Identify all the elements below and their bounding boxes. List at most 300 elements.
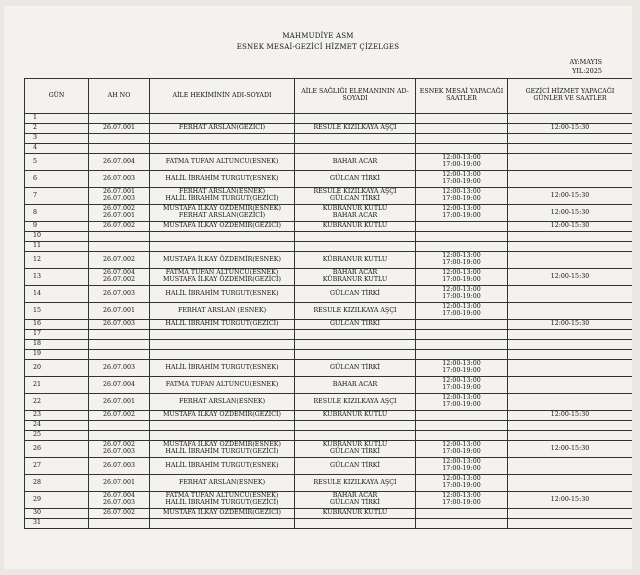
doctor-cell-line: MUSTAFA İLKAY ÖZDEMİR(GEZİCİ) <box>163 411 281 419</box>
table-row <box>25 431 633 441</box>
ah-no-cell <box>89 411 150 421</box>
staff-cell-line: GÜLCAN TİRKİ <box>329 174 380 182</box>
ah-no-cell <box>89 252 150 269</box>
flex-hours-cell <box>416 232 508 242</box>
flex-hours-cell <box>416 360 508 377</box>
table-row <box>25 320 633 330</box>
ah-no-cell <box>89 441 150 458</box>
staff-cell <box>295 154 416 171</box>
staff-cell <box>295 269 416 286</box>
staff-cell <box>295 124 416 134</box>
ah-no-cell-line: 26.07.002 <box>102 276 136 283</box>
doctor-cell <box>150 222 295 232</box>
ah-no-cell <box>89 269 150 286</box>
flex-hours-cell-line: 17:00-19:00 <box>442 161 481 168</box>
mobile-hours-cell <box>508 360 633 377</box>
ah-no-cell-line: 26.07.001 <box>102 306 136 314</box>
doctor-cell-line: MUSTAFA İLKAY ÖZDEMİR(GEZİCİ) <box>163 222 281 230</box>
flex-hours-cell-line: 17:00-19:00 <box>442 401 481 408</box>
staff-cell <box>295 252 416 269</box>
flex-hours-cell <box>416 519 508 529</box>
staff-cell <box>295 171 416 188</box>
staff-cell-line: KÜBRANUR KUTLU <box>322 411 388 419</box>
day-cell: 30 <box>25 509 89 519</box>
ah-no-cell <box>89 475 150 492</box>
ah-no-cell-line: 26.07.003 <box>102 499 136 506</box>
ah-no-cell <box>89 154 150 171</box>
doctor-cell <box>150 286 295 303</box>
flex-hours-cell-line: 12:00-13:00 <box>442 458 481 466</box>
day-cell: 14 <box>25 286 89 303</box>
doctor-cell-line: HALİL İBRAHİM TURGUT(ESNEK) <box>165 289 279 297</box>
flex-hours-cell-line: 17:00-19:00 <box>442 276 481 283</box>
doctor-cell-line: FERHAT ARSLAN(ESNEK) <box>178 397 266 405</box>
mobile-hours-cell <box>508 286 633 303</box>
flex-hours-cell-line: 12:00-13:00 <box>442 188 481 196</box>
flex-hours-cell <box>416 431 508 441</box>
doctor-cell <box>150 205 295 222</box>
ah-no-cell <box>89 242 150 252</box>
doctor-cell <box>150 134 295 144</box>
staff-cell <box>295 458 416 475</box>
staff-cell <box>295 330 416 340</box>
staff-cell-line: BAHAR ACAR <box>332 380 378 388</box>
table-row <box>25 134 633 144</box>
flex-hours-cell <box>416 421 508 431</box>
ah-no-cell <box>89 320 150 330</box>
ah-no-cell <box>89 350 150 360</box>
staff-cell <box>295 232 416 242</box>
table-row <box>25 492 633 509</box>
staff-cell <box>295 242 416 252</box>
mobile-hours-cell <box>508 114 633 124</box>
ah-no-cell <box>89 124 150 134</box>
day-cell: 17 <box>25 330 89 340</box>
doctor-cell-line: FATMA TUFAN ALTUNCU(ESNEK) <box>165 157 279 165</box>
staff-cell <box>295 441 416 458</box>
flex-hours-cell <box>416 350 508 360</box>
table-row <box>25 458 633 475</box>
day-cell: 23 <box>25 411 89 421</box>
table-row <box>25 475 633 492</box>
table-row <box>25 411 633 421</box>
doctor-cell <box>150 377 295 394</box>
flex-hours-cell-line: 12:00-13:00 <box>442 394 481 402</box>
col-header-doctor: AİLE HEKİMİNİN ADI-SOYADI <box>150 79 295 114</box>
mobile-hours-cell <box>508 303 633 320</box>
doctor-cell <box>150 242 295 252</box>
mobile-hours-cell <box>508 340 633 350</box>
ah-no-cell <box>89 286 150 303</box>
day-cell: 4 <box>25 144 89 154</box>
flex-hours-cell <box>416 411 508 421</box>
ah-no-cell-line: 26.07.002 <box>102 441 136 449</box>
staff-cell <box>295 134 416 144</box>
mobile-hours-cell <box>508 411 633 421</box>
col-header-ah-no: AH NO <box>89 79 150 114</box>
staff-cell-line: GÜLCAN TİRKİ <box>329 461 380 469</box>
ah-no-cell <box>89 144 150 154</box>
staff-cell-line: KÜBRANUR KUTLU <box>322 205 388 213</box>
flex-hours-cell <box>416 475 508 492</box>
ah-no-cell <box>89 394 150 411</box>
staff-cell <box>295 144 416 154</box>
staff-cell <box>295 350 416 360</box>
ah-no-cell <box>89 222 150 232</box>
staff-cell-line: GÜLCAN TİRKİ <box>329 499 380 506</box>
doctor-cell <box>150 394 295 411</box>
ah-no-cell <box>89 114 150 124</box>
table-row <box>25 377 633 394</box>
mobile-hours-cell <box>508 330 633 340</box>
day-cell: 27 <box>25 458 89 475</box>
flex-hours-cell <box>416 377 508 394</box>
table-row <box>25 232 633 242</box>
doctor-cell <box>150 330 295 340</box>
day-cell: 24 <box>25 421 89 431</box>
staff-cell <box>295 286 416 303</box>
staff-cell <box>295 411 416 421</box>
mobile-hours-cell <box>508 188 633 205</box>
doctor-cell <box>150 114 295 124</box>
mobile-hours-cell <box>508 492 633 509</box>
mobile-hours-cell-line: 12:00-15:30 <box>550 222 590 230</box>
flex-hours-cell-line: 17:00-19:00 <box>442 367 481 374</box>
doctor-cell-line: FATMA TUFAN ALTUNCU(ESNEK) <box>165 380 279 388</box>
flex-hours-cell-line: 12:00-13:00 <box>442 171 481 179</box>
day-cell: 18 <box>25 340 89 350</box>
doctor-cell <box>150 171 295 188</box>
ah-no-cell <box>89 188 150 205</box>
table-row <box>25 171 633 188</box>
mobile-hours-cell <box>508 519 633 529</box>
day-cell: 26 <box>25 441 89 458</box>
flex-hours-cell <box>416 394 508 411</box>
ah-no-cell-line: 26.07.004 <box>102 157 136 165</box>
mobile-hours-cell-line: 12:00-15:30 <box>550 208 590 216</box>
table-row <box>25 144 633 154</box>
ah-no-cell-line: 26.07.004 <box>102 380 136 388</box>
mobile-hours-cell <box>508 475 633 492</box>
mobile-hours-cell-line: 12:00-15:30 <box>550 495 590 503</box>
mobile-hours-cell <box>508 232 633 242</box>
flex-hours-cell-line: 17:00-19:00 <box>442 293 481 300</box>
day-cell: 15 <box>25 303 89 320</box>
flex-hours-cell <box>416 252 508 269</box>
flex-hours-cell-line: 12:00-13:00 <box>442 286 481 294</box>
flex-hours-cell <box>416 188 508 205</box>
ah-no-cell-line: 26.07.001 <box>102 478 136 486</box>
table-row <box>25 360 633 377</box>
day-cell: 5 <box>25 154 89 171</box>
ah-no-cell-line: 26.07.001 <box>102 188 136 196</box>
doctor-cell <box>150 303 295 320</box>
table-row <box>25 519 633 529</box>
day-cell: 31 <box>25 519 89 529</box>
ah-no-cell <box>89 519 150 529</box>
ah-no-cell-line: 26.07.003 <box>102 448 136 455</box>
doctor-cell <box>150 492 295 509</box>
staff-cell-line: KÜBRANUR KUTLU <box>322 441 388 449</box>
day-cell: 25 <box>25 431 89 441</box>
staff-cell-line: GÜLCAN TİRKİ <box>329 320 380 328</box>
table-row <box>25 330 633 340</box>
flex-hours-cell <box>416 441 508 458</box>
col-header-staff: AİLE SAĞLIĞI ELEMANININ AD-SOYADI <box>295 79 416 114</box>
flex-hours-cell <box>416 242 508 252</box>
flex-hours-cell-line: 17:00-19:00 <box>442 195 481 202</box>
ah-no-cell-line: 26.07.001 <box>102 212 136 219</box>
day-cell: 29 <box>25 492 89 509</box>
flex-hours-cell <box>416 114 508 124</box>
doctor-cell-line: MUSTAFA İLKAY ÖZDEMİR(ESNEK) <box>163 205 281 213</box>
flex-hours-cell-line: 17:00-19:00 <box>442 465 481 472</box>
doctor-cell <box>150 269 295 286</box>
doctor-cell <box>150 441 295 458</box>
doctor-cell <box>150 431 295 441</box>
table-row <box>25 154 633 171</box>
table-row <box>25 441 633 458</box>
table-row <box>25 509 633 519</box>
ah-no-cell <box>89 421 150 431</box>
ah-no-cell-line: 26.07.001 <box>102 124 136 132</box>
flex-hours-cell-line: 17:00-19:00 <box>442 448 481 455</box>
staff-cell <box>295 377 416 394</box>
mobile-hours-cell <box>508 394 633 411</box>
staff-cell-line: GÜLCAN TİRKİ <box>329 363 380 371</box>
staff-cell <box>295 303 416 320</box>
ah-no-cell-line: 26.07.004 <box>102 492 136 500</box>
day-cell: 11 <box>25 242 89 252</box>
day-cell: 28 <box>25 475 89 492</box>
staff-cell <box>295 114 416 124</box>
flex-hours-cell-line: 12:00-13:00 <box>442 205 481 213</box>
ah-no-cell-line: 26.07.003 <box>102 461 136 469</box>
table-row <box>25 252 633 269</box>
ah-no-cell-line: 26.07.003 <box>102 363 136 371</box>
flex-hours-cell-line: 12:00-13:00 <box>442 154 481 162</box>
staff-cell-line: KÜBRANUR KUTLU <box>322 509 388 517</box>
day-cell: 9 <box>25 222 89 232</box>
flex-hours-cell-line: 12:00-13:00 <box>442 492 481 500</box>
mobile-hours-cell <box>508 350 633 360</box>
mobile-hours-cell <box>508 377 633 394</box>
doctor-cell-line: HALİL İBRAHİM TURGUT(ESNEK) <box>165 174 279 182</box>
ah-no-cell <box>89 509 150 519</box>
flex-hours-cell <box>416 320 508 330</box>
ah-no-cell-line: 26.07.004 <box>102 269 136 277</box>
staff-cell-line: BAHAR ACAR <box>332 492 378 500</box>
ah-no-cell-line: 26.07.002 <box>102 411 136 419</box>
doctor-cell <box>150 340 295 350</box>
ah-no-cell <box>89 232 150 242</box>
flex-hours-cell <box>416 340 508 350</box>
staff-cell <box>295 188 416 205</box>
mobile-hours-cell <box>508 242 633 252</box>
staff-cell-line: RESULE KIZILKAYA AŞÇI <box>313 188 397 196</box>
doctor-cell-line: FATMA TUFAN ALTUNCU(ESNEK) <box>165 269 279 277</box>
flex-hours-cell <box>416 222 508 232</box>
doctor-cell-line: MUSTAFA İLKAY ÖZDEMİR(ESNEK) <box>163 255 281 263</box>
ah-no-cell <box>89 171 150 188</box>
doctor-cell-line: HALİL İBRAHİM TURGUT(ESNEK) <box>165 363 279 371</box>
flex-hours-cell <box>416 492 508 509</box>
table-row <box>25 340 633 350</box>
doctor-cell <box>150 124 295 134</box>
mobile-hours-cell-line: 12:00-15:30 <box>550 272 590 280</box>
day-cell: 21 <box>25 377 89 394</box>
flex-hours-cell <box>416 458 508 475</box>
doctor-cell-line: MUSTAFA İLKAY ÖZDEMİR(GEZİCİ) <box>163 509 281 517</box>
staff-cell <box>295 222 416 232</box>
ah-no-cell-line: 26.07.003 <box>102 320 136 328</box>
staff-cell-line: BAHAR ACAR <box>332 157 378 165</box>
day-cell: 3 <box>25 134 89 144</box>
ah-no-cell-line: 26.07.003 <box>102 289 136 297</box>
table-row <box>25 394 633 411</box>
mobile-hours-cell <box>508 222 633 232</box>
ah-no-cell <box>89 431 150 441</box>
table-row <box>25 303 633 320</box>
doctor-cell-line: HALİL İBRAHİM TURGUT(GEZİCİ) <box>165 195 279 202</box>
table-row <box>25 242 633 252</box>
mobile-hours-cell <box>508 509 633 519</box>
ah-no-cell <box>89 492 150 509</box>
ah-no-cell-line: 26.07.002 <box>102 255 136 263</box>
doctor-cell <box>150 421 295 431</box>
mobile-hours-cell <box>508 205 633 222</box>
mobile-hours-cell <box>508 269 633 286</box>
staff-cell <box>295 509 416 519</box>
table-row <box>25 124 633 134</box>
staff-cell <box>295 475 416 492</box>
doctor-cell <box>150 320 295 330</box>
day-cell: 1 <box>25 114 89 124</box>
schedule-document <box>4 6 632 569</box>
mobile-hours-cell <box>508 144 633 154</box>
ah-no-cell <box>89 205 150 222</box>
day-cell: 12 <box>25 252 89 269</box>
doctor-cell <box>150 458 295 475</box>
doctor-cell <box>150 232 295 242</box>
staff-cell-line: RESULE KIZILKAYA AŞÇI <box>313 306 397 314</box>
doctor-cell-line: FERHAT ARSLAN(GEZİCİ) <box>178 124 266 132</box>
ah-no-cell-line: 26.07.003 <box>102 174 136 182</box>
doctor-cell-line: FERHAT ARSLAN(ESNEK) <box>178 478 266 486</box>
doctor-cell <box>150 509 295 519</box>
day-cell: 22 <box>25 394 89 411</box>
staff-cell-line: GÜLCAN TİRKİ <box>329 289 380 297</box>
flex-hours-cell <box>416 124 508 134</box>
col-header-day: GÜN <box>25 79 89 114</box>
schedule-title: ESNEK MESAİ-GEZİCİ HİZMET ÇİZELGES <box>236 43 400 51</box>
mobile-hours-cell-line: 12:00-15:30 <box>550 444 590 452</box>
flex-hours-cell <box>416 269 508 286</box>
staff-cell <box>295 394 416 411</box>
staff-cell-line: GÜLCAN TİRKİ <box>329 448 380 455</box>
doctor-cell <box>150 252 295 269</box>
flex-hours-cell-line: 17:00-19:00 <box>442 310 481 317</box>
col-header-flex-hours: ESNEK MESAİ YAPACAĞI SAATLER <box>416 79 508 114</box>
flex-hours-cell-line: 12:00-13:00 <box>442 269 481 277</box>
schedule-table <box>24 78 632 529</box>
staff-cell <box>295 421 416 431</box>
day-cell: 16 <box>25 320 89 330</box>
mobile-hours-cell <box>508 320 633 330</box>
day-cell: 6 <box>25 171 89 188</box>
ah-no-cell <box>89 340 150 350</box>
ah-no-cell <box>89 303 150 320</box>
flex-hours-cell <box>416 134 508 144</box>
doctor-cell <box>150 519 295 529</box>
doctor-cell-line: HALİL İBRAHİM TURGUT(GEZİCİ) <box>165 320 279 328</box>
doctor-cell <box>150 360 295 377</box>
mobile-hours-cell <box>508 154 633 171</box>
ah-no-cell-line: 26.07.002 <box>102 205 136 213</box>
day-cell: 19 <box>25 350 89 360</box>
ah-no-cell <box>89 458 150 475</box>
flex-hours-cell <box>416 144 508 154</box>
doctor-cell <box>150 411 295 421</box>
flex-hours-cell-line: 17:00-19:00 <box>442 384 481 391</box>
day-cell: 20 <box>25 360 89 377</box>
mobile-hours-cell-line: 12:00-15:30 <box>550 191 590 199</box>
day-cell: 7 <box>25 188 89 205</box>
flex-hours-cell-line: 12:00-13:00 <box>442 441 481 449</box>
month-label: AY:MAYIS <box>569 58 602 66</box>
clinic-name: MAHMUDİYE ASM <box>282 32 354 40</box>
table-row <box>25 222 633 232</box>
doctor-cell <box>150 475 295 492</box>
doctor-cell <box>150 144 295 154</box>
flex-hours-cell <box>416 205 508 222</box>
doctor-cell-line: HALİL İBRAHİM TURGUT(GEZİCİ) <box>165 448 279 455</box>
mobile-hours-cell <box>508 252 633 269</box>
flex-hours-cell-line: 17:00-19:00 <box>442 482 481 489</box>
flex-hours-cell <box>416 171 508 188</box>
flex-hours-cell <box>416 286 508 303</box>
flex-hours-cell-line: 12:00-13:00 <box>442 360 481 368</box>
doctor-cell-line: FATMA TUFAN ALTUNCU(ESNEK) <box>165 492 279 500</box>
flex-hours-cell-line: 12:00-13:00 <box>442 377 481 385</box>
staff-cell <box>295 205 416 222</box>
ah-no-cell <box>89 377 150 394</box>
staff-cell-line: KÜBRANUR KUTLU <box>322 255 388 263</box>
day-cell: 13 <box>25 269 89 286</box>
ah-no-cell-line: 26.07.002 <box>102 509 136 517</box>
staff-cell <box>295 360 416 377</box>
doctor-cell-line: FERHAT ARSLAN(ESNEK) <box>178 188 266 196</box>
flex-hours-cell <box>416 330 508 340</box>
year-label: YIL:2025 <box>572 67 602 75</box>
ah-no-cell <box>89 330 150 340</box>
flex-hours-cell-line: 17:00-19:00 <box>442 212 481 219</box>
day-cell: 8 <box>25 205 89 222</box>
doctor-cell-line: FERHAT ARSLAN(GEZİCİ) <box>178 212 266 219</box>
table-row <box>25 114 633 124</box>
staff-cell-line: BAHAR ACAR <box>332 269 378 277</box>
flex-hours-cell <box>416 509 508 519</box>
table-header-row <box>25 79 633 114</box>
doctor-cell-line: FERHAT ARSLAN (ESNEK) <box>177 306 267 314</box>
flex-hours-cell-line: 12:00-13:00 <box>442 475 481 483</box>
staff-cell-line: RESULE KIZILKAYA AŞÇI <box>313 124 397 132</box>
flex-hours-cell-line: 17:00-19:00 <box>442 499 481 506</box>
doctor-cell-line: MUSTAFA İLKAY ÖZDEMİR(ESNEK) <box>163 441 281 449</box>
day-cell: 2 <box>25 124 89 134</box>
staff-cell <box>295 492 416 509</box>
ah-no-cell <box>89 360 150 377</box>
